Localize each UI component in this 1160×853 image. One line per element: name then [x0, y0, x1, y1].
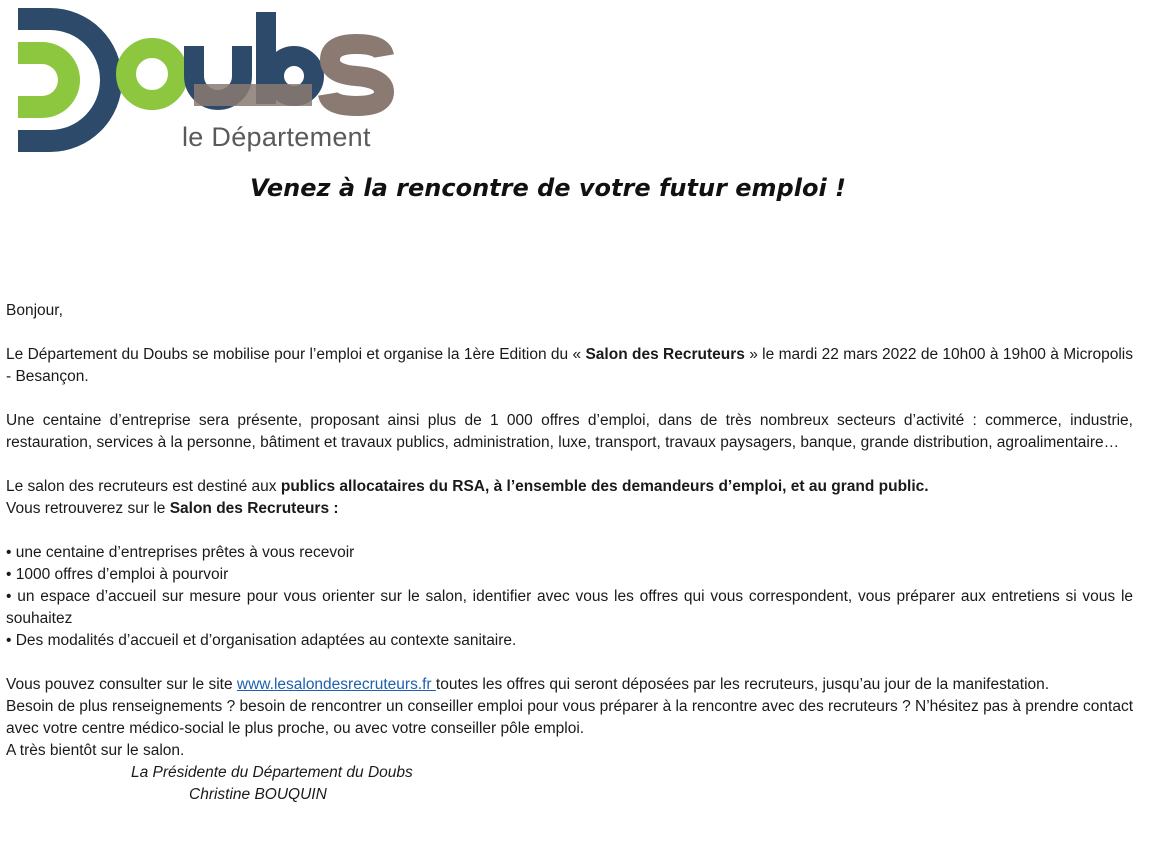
page-title: Venez à la rencontre de votre futur emploi !	[250, 174, 846, 202]
find-paragraph	[6, 498, 1133, 520]
list-item: • un espace d’accueil sur mesure pour vous orienter sur le salon, identifier avec vous les offres qui vous correspondent, vous préparer aux entretiens si vous le souhaitez	[6, 586, 1133, 630]
logo-letter-s	[328, 44, 384, 106]
audience-text: Le salon des recruteurs est destiné aux	[6, 478, 281, 495]
intro-event-name: Salon des Recruteurs	[585, 346, 745, 363]
logo-d-inner	[18, 42, 80, 118]
consult-text-1: Vous pouvez consulter sur le site	[6, 676, 237, 693]
consult-paragraph	[6, 674, 1133, 696]
letter-body	[6, 300, 1133, 806]
intro-text-1: Le Département du Doubs se mobilise pour l’emploi et organise la 1ère Edition du «	[6, 346, 586, 363]
intro-paragraph	[6, 344, 1133, 388]
signature-title: La Présidente du Département du Doubs	[131, 764, 413, 781]
find-text: Vous retrouverez sur le	[6, 500, 170, 517]
audience-bold: publics allocataires du RSA, à l’ensemble des demandeurs d’emploi, et au grand public.	[280, 478, 929, 495]
closing-line: A très bientôt sur le salon.	[6, 742, 185, 759]
logo-letter-o	[126, 48, 178, 100]
doubs-logo	[12, 4, 402, 164]
logo-subtitle: le Département	[182, 122, 371, 152]
audience-paragraph	[6, 476, 1133, 498]
find-bold: Salon des Recruteurs :	[169, 500, 339, 517]
logo-taupe-band	[194, 84, 312, 106]
greeting: Bonjour,	[6, 302, 63, 319]
info-paragraph: Besoin de plus renseignements ? besoin de rencontrer un conseiller emploi pour vous préparer à la rencontre avec des recruteurs ? N’hésitez pas à prendre contact avec votre centre médico-social le plus proche, ou avec votre conseiller pôle emploi.	[6, 698, 1133, 737]
companies-paragraph: Une centaine d’entreprise sera présente, proposant ainsi plus de 1 000 offres d’emploi, dans de très nombreux secteurs d’activité : commerce, industrie, restauration, services à la personne, bâtiment et travaux publics, administration, luxe, transport, travaux paysagers, banque, grande distribution, agroalimentaire…	[6, 412, 1133, 451]
signature-name: Christine BOUQUIN	[189, 786, 327, 803]
intro-text-2: » le mardi 22 mars 2022 de 10h00 à 19h00 à Micropolis - Besançon.	[6, 346, 1133, 385]
list-item: • 1000 offres d’emploi à pourvoir	[6, 564, 1133, 586]
website-link[interactable]: www.lesalondesrecruteurs.fr	[236, 676, 436, 693]
list-item: • Des modalités d’accueil et d’organisation adaptées au contexte sanitaire.	[6, 630, 1133, 652]
consult-text-2: toutes les offres qui seront déposées par les recruteurs, jusqu’au jour de la manifestation.	[435, 676, 1050, 693]
list-item: • une centaine d’entreprises prêtes à vous recevoir	[6, 542, 1133, 564]
